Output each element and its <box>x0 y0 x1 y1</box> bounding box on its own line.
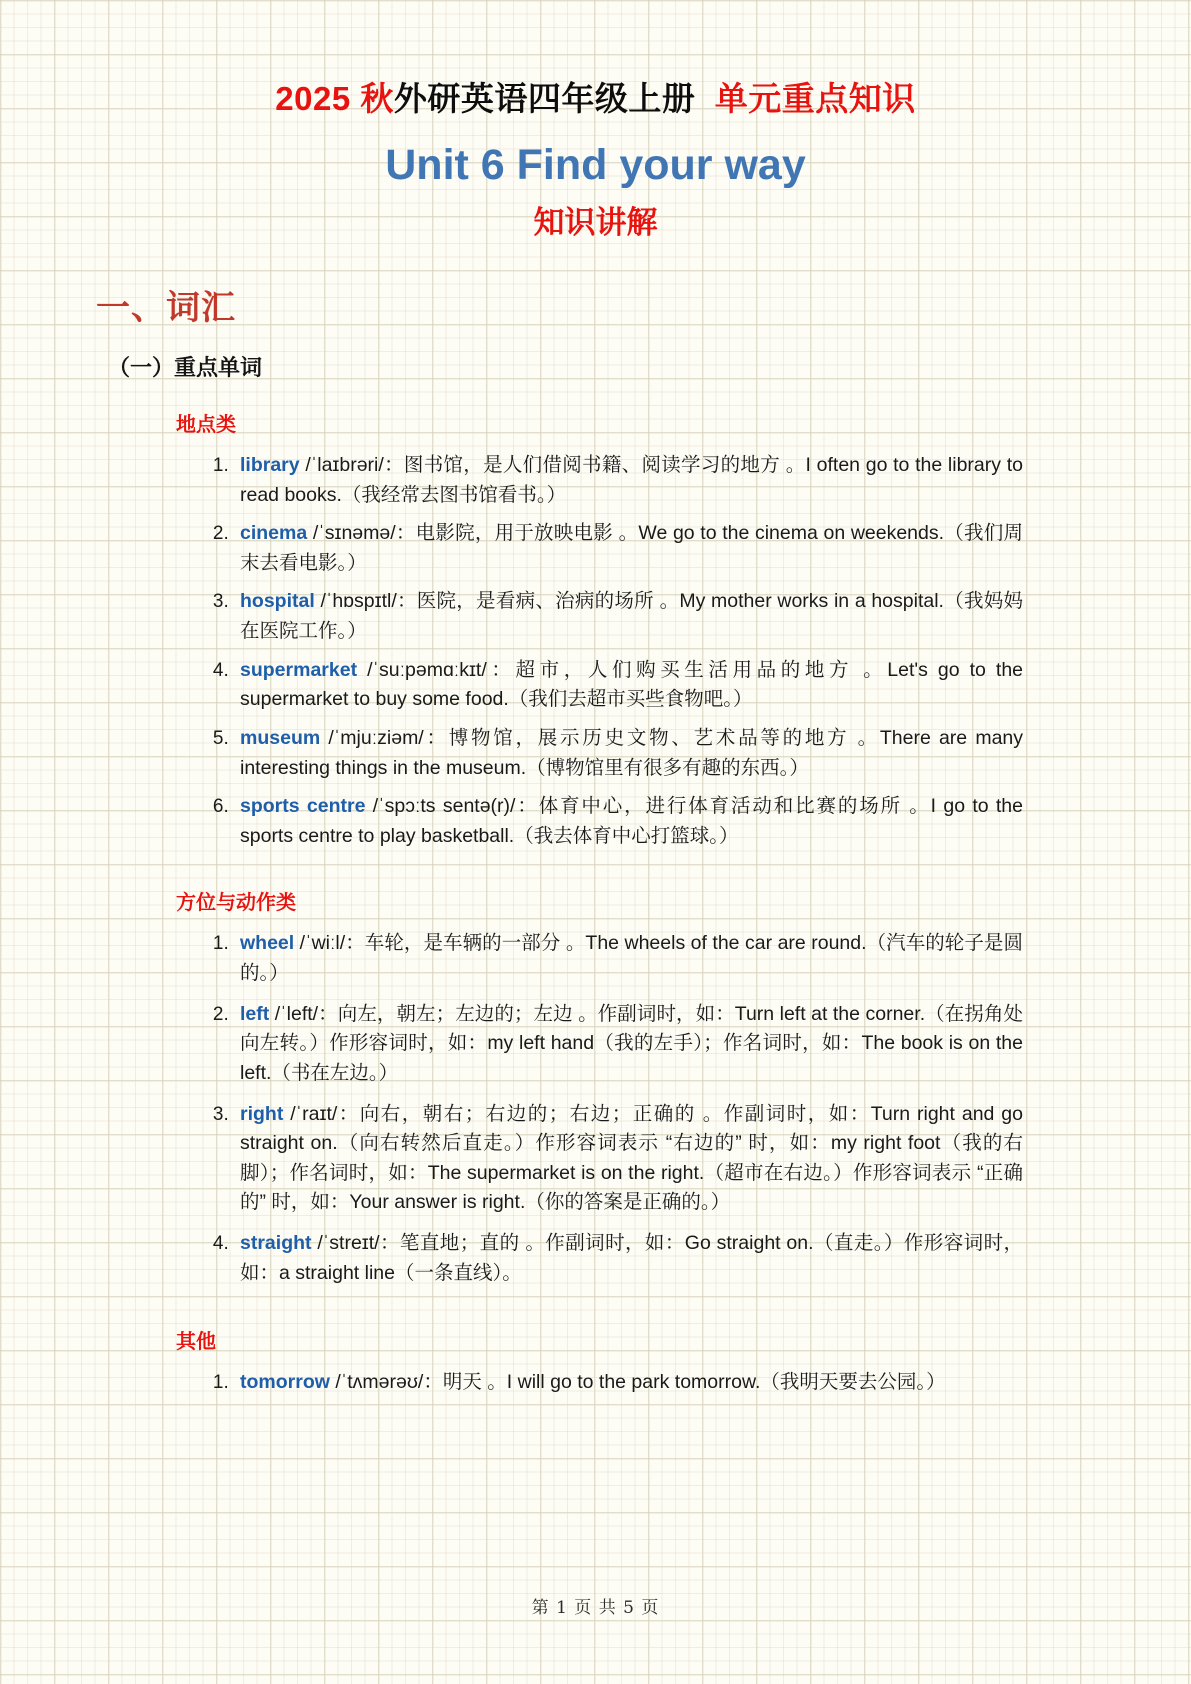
vocab-list-directions <box>0 915 1191 1288</box>
vocab-definition: ：向左，朝左；左边的；左边 。作副词时，如：Turn left at the corner.（在拐角处向左转。）作形容词时，如：my left hand（我的左手）；作名词时，如：The book is on the left.（书在左边。） <box>240 1002 1023 1084</box>
vocab-definition: ：电影院，用于放映电影 。We go to the cinema on weekends.（我们周末去看电影。） <box>240 522 1023 574</box>
category-heading-directions: 方位与动作类 <box>176 890 296 915</box>
vocab-phonetic: /ˈraɪt/ <box>290 1102 338 1125</box>
vocab-phonetic: /ˈsɪnəmə/ <box>312 522 396 545</box>
vocab-phonetic: /ˈsuːpəmɑːkɪt/ <box>367 658 487 681</box>
vocab-term: wheel <box>240 932 295 955</box>
unit-title: Unit 6 Find your way <box>385 141 806 190</box>
vocab-phonetic: /ˈhɒspɪtl/ <box>320 590 397 613</box>
list-item <box>234 792 1023 851</box>
vocab-definition: ：体育中心，进行体育活动和比赛的场所 。I go to the sports centre to play basketball.（我去体育中心打篮球。） <box>240 795 1023 847</box>
vocab-definition: ：超市，人们购买生活用品的地方 。Let's go to the supermarket to buy some food.（我们去超市买些食物吧。） <box>240 658 1024 711</box>
vocab-phonetic: /ˈwiːl/ <box>299 932 346 955</box>
title-topic-segment: 单元重点知识 <box>714 80 916 117</box>
vocab-definition: ：图书馆，是人们借阅书籍、阅读学习的地方 。I often go to the library to read books.（我经常去图书馆看书。） <box>240 453 1023 506</box>
vocab-definition: ：向右，朝右；右边的；右边；正确的 。作副词时，如：Turn right and go straight on.（向右转然后直走。）作形容词表示 “右边的” 时，如：my right foot（我的右脚）；作名词时，如：The supermarket is on the right.（超市在右边。）作形容词表示 “正确的” 时，如：Your answer is right.（你的答案是正确的。） <box>240 1102 1023 1214</box>
page-footer <box>0 1593 1191 1618</box>
section-heading-vocabulary: 一、词汇 <box>96 287 236 328</box>
list-item <box>234 587 1023 646</box>
vocab-definition: ：明天 。I will go to the park tomorrow.（我明天要去公园。） <box>423 1371 946 1394</box>
vocab-term: tomorrow <box>240 1371 330 1394</box>
document-title <box>0 0 1191 119</box>
list-item <box>234 1000 1023 1089</box>
list-item <box>234 724 1023 783</box>
vocab-term: right <box>240 1102 284 1125</box>
vocab-term: straight <box>240 1232 312 1254</box>
list-item <box>234 451 1023 510</box>
vocab-term: museum <box>240 726 321 749</box>
vocab-phonetic: /ˈlaɪbrəri/ <box>305 453 384 476</box>
vocab-term: hospital <box>240 590 315 613</box>
list-item <box>234 519 1023 578</box>
vocab-phonetic: /ˈtʌmərəʊ/ <box>335 1371 424 1394</box>
list-item <box>234 929 1023 988</box>
vocab-list-places <box>0 437 1191 852</box>
vocab-term: cinema <box>240 522 308 545</box>
vocab-term: library <box>240 453 300 476</box>
vocab-phonetic: /ˈleft/ <box>274 1002 319 1025</box>
vocab-definition: ：博物馆，展示历史文物、艺术品等的地方 。There are many interesting things in the museum.（博物馆里有很多有趣的东西。） <box>240 726 1024 779</box>
vocab-term: left <box>240 1002 270 1025</box>
page-number-label: 第 1 页 共 5 页 <box>531 1598 660 1618</box>
title-year-segment: 2025 秋 <box>275 80 394 117</box>
list-item <box>234 656 1023 715</box>
title-course-segment: 外研英语四年级上册 <box>393 80 696 117</box>
vocab-phonetic: /ˈstreɪt/ <box>317 1232 380 1254</box>
list-item <box>234 1100 1023 1219</box>
vocab-definition: ：医院，是看病、治病的场所 。My mother works in a hospital.（我妈妈在医院工作。） <box>240 590 1024 642</box>
vocab-term: supermarket <box>240 658 358 681</box>
category-heading-others: 其他 <box>176 1329 216 1354</box>
category-heading-places: 地点类 <box>176 411 236 436</box>
subsection-heading-key-words: （一）重点单词 <box>108 354 263 381</box>
vocab-phonetic: /ˈspɔːts sentə(r)/ <box>372 795 516 818</box>
vocab-term: sports centre <box>240 795 366 818</box>
list-item <box>234 1368 1023 1398</box>
vocab-definition: ：车轮，是车辆的一部分 。The wheels of the car are round.（汽车的轮子是圆的。） <box>240 932 1023 984</box>
vocab-definition: ：笔直地；直的 。作副词时，如：Go straight on.（直走。）作形容词时，如：a straight line（一条直线）。 <box>240 1232 1024 1284</box>
document-subtitle: 知识讲解 <box>533 204 658 241</box>
list-item <box>234 1229 1023 1288</box>
vocab-list-others <box>0 1354 1191 1398</box>
vocab-phonetic: /ˈmjuːziəm/ <box>328 726 424 749</box>
